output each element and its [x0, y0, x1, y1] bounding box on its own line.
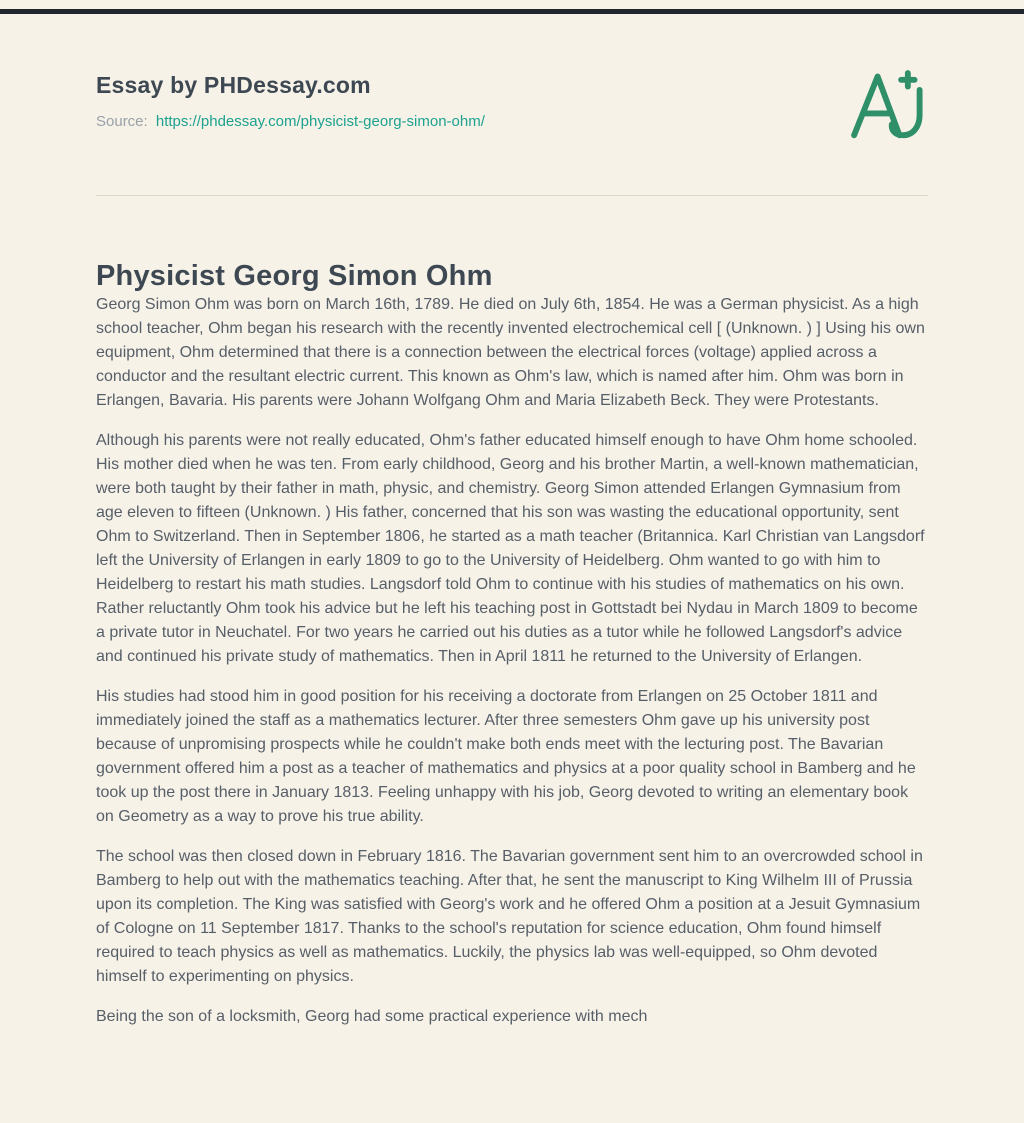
header-divider	[96, 195, 928, 196]
top-border	[0, 9, 1024, 14]
essay-paragraph-4: The school was then closed down in February 1816. The Bavarian government sent him to an overcrowded school in Bamberg to help out with the mathematics teaching. After that, he sent the manuscript to King Wilhelm III of Prussia upon its completion. The King was satisfied with Georg's work and he offered Ohm a position at a Jesuit Gymnasium of Cologne on 11 September 1817. Thanks to the school's reputation for science education, Ohm found himself required to teach physics as well as mathematics. Luckily, the physics lab was well-equipped, so Ohm devoted himself to experimenting on physics.	[96, 848, 923, 985]
essay-paragraph-5: Being the son of a locksmith, Georg had some practical experience with mech	[96, 1008, 648, 1025]
page-header	[96, 72, 928, 149]
essay-paragraph-2: Although his parents were not really educated, Ohm's father educated himself enough to have Ohm home schooled. His mother died when he was ten. From early childhood, Georg and his brother Martin, a well-known mathematician, were both taught by their father in math, physic, and chemistry. Georg Simon attended Erlangen Gymnasium from age eleven to fifteen (Unknown. ) His father, concerned that his son was wasting the educational opportunity, sent Ohm to Switzerland. Then in September 1806, he started as a math teacher (Britannica. Karl Christian van Langsdorf left the University of Erlangen in early 1809 to go to the University of Heidelberg. Ohm wanted to go with him to Heidelberg to restart his math studies. Langsdorf told Ohm to continue with his studies of mathematics on his own. Rather reluctantly Ohm took his advice but he left his teaching post in Gottstadt bei Nydau in March 1809 to become a private tutor in Neuchatel. For two years he carried out his duties as a tutor while he followed Langsdorf's advice and continued his private study of mathematics. Then in April 1811 he returned to the University of Erlangen.	[96, 432, 925, 665]
source-label: Source:	[96, 113, 148, 130]
essay-content	[96, 260, 928, 1029]
essay-title: Physicist Georg Simon Ohm	[96, 260, 493, 292]
header-text-block	[96, 72, 485, 130]
essay-page	[96, 72, 928, 1029]
source-line	[96, 113, 485, 130]
essay-paragraph-1: Georg Simon Ohm was born on March 16th, 1789. He died on July 6th, 1854. He was a German physicist. As a high school teacher, Ohm began his research with the recently invented electrochemical cell [ (Unknown. ) ] Using his own equipment, Ohm determined that there is a connection between the electrical forces (voltage) applied across a conductor and the resultant electric current. This known as Ohm's law, which is named after him. Ohm was born in Erlangen, Bavaria. His parents were Johann Wolfgang Ohm and Maria Elizabeth Beck. They were Protestants.	[96, 296, 925, 409]
essay-paragraph-3: His studies had stood him in good position for his receiving a doctorate from Erlangen on 25 October 1811 and immediately joined the staff as a mathematics lecturer. After three semesters Ohm gave up his university post because of unpromising prospects while he couldn't make both ends meet with the lecturing post. The Bavarian government offered him a post as a teacher of mathematics and physics at a poor quality school in Bamberg and he took up the post there in January 1813. Feeling unhappy with his job, Georg devoted to writing an elementary book on Geometry as a way to prove his true ability.	[96, 688, 916, 825]
source-url-link[interactable]: https://phdessay.com/physicist-georg-simon-ohm/	[155, 113, 485, 130]
phdessay-logo-icon	[844, 66, 928, 149]
brand-title: Essay by PHDessay.com	[96, 72, 371, 98]
